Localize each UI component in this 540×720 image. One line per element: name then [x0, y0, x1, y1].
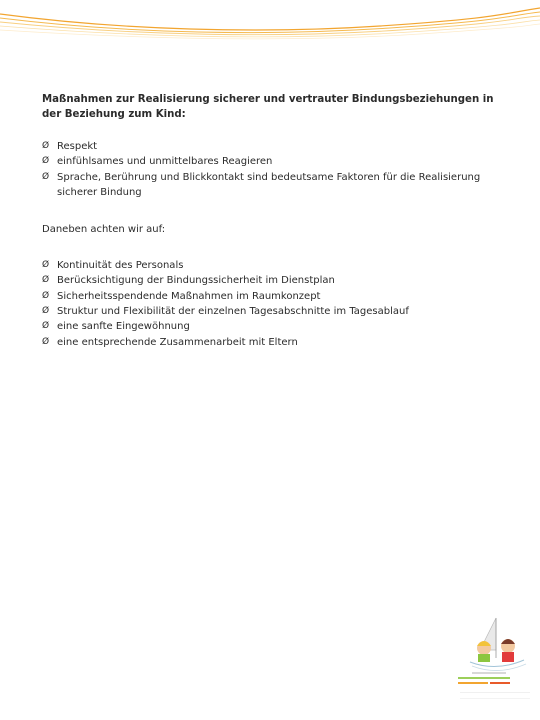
- list-item: Ø Sicherheitsspendende Maßnahmen im Raumkonzept: [42, 289, 502, 304]
- list-item: Ø Sprache, Berührung und Blickkontakt sind bedeutsame Faktoren für die Realisierung sicherer Bindung: [42, 171, 481, 198]
- arrow-bullet-icon: Ø: [42, 141, 50, 151]
- kita-logo: [420, 612, 532, 712]
- arrow-bullet-icon: Ø: [42, 275, 50, 286]
- attention-list: [42, 258, 502, 350]
- header-wave-decoration: [0, 0, 540, 60]
- arrow-bullet-icon: Ø: [42, 306, 50, 317]
- arrow-bullet-icon: Ø: [42, 260, 50, 271]
- list-item: Ø eine sanfte Eingewöhnung: [42, 319, 502, 334]
- arrow-bullet-icon: Ø: [42, 171, 50, 182]
- list-item: Ø Respekt: [42, 139, 502, 154]
- document-body: [42, 92, 502, 350]
- arrow-bullet-icon: Ø: [42, 321, 50, 332]
- section-heading: Maßnahmen zur Realisierung sicherer und vertrauter Bindungsbeziehungen in der Beziehung zum Kind:: [42, 94, 494, 120]
- list-item: Ø Struktur und Flexibilität der einzelnen Tagesabschnitte im Tagesablauf: [42, 304, 502, 319]
- intro-paragraph: Daneben achten wir auf:: [42, 224, 166, 236]
- list-item: Ø Kontinuität des Personals: [42, 258, 502, 273]
- list-item: Ø eine entsprechende Zusammenarbeit mit Eltern: [42, 335, 502, 350]
- list-item: Ø Berücksichtigung der Bindungssicherheit im Dienstplan: [42, 273, 502, 288]
- arrow-bullet-icon: Ø: [42, 290, 50, 301]
- list-item: Ø einfühlsames und unmittelbares Reagieren: [42, 154, 502, 169]
- arrow-bullet-icon: Ø: [42, 336, 50, 347]
- arrow-bullet-icon: Ø: [42, 156, 50, 167]
- measures-list: [42, 139, 502, 200]
